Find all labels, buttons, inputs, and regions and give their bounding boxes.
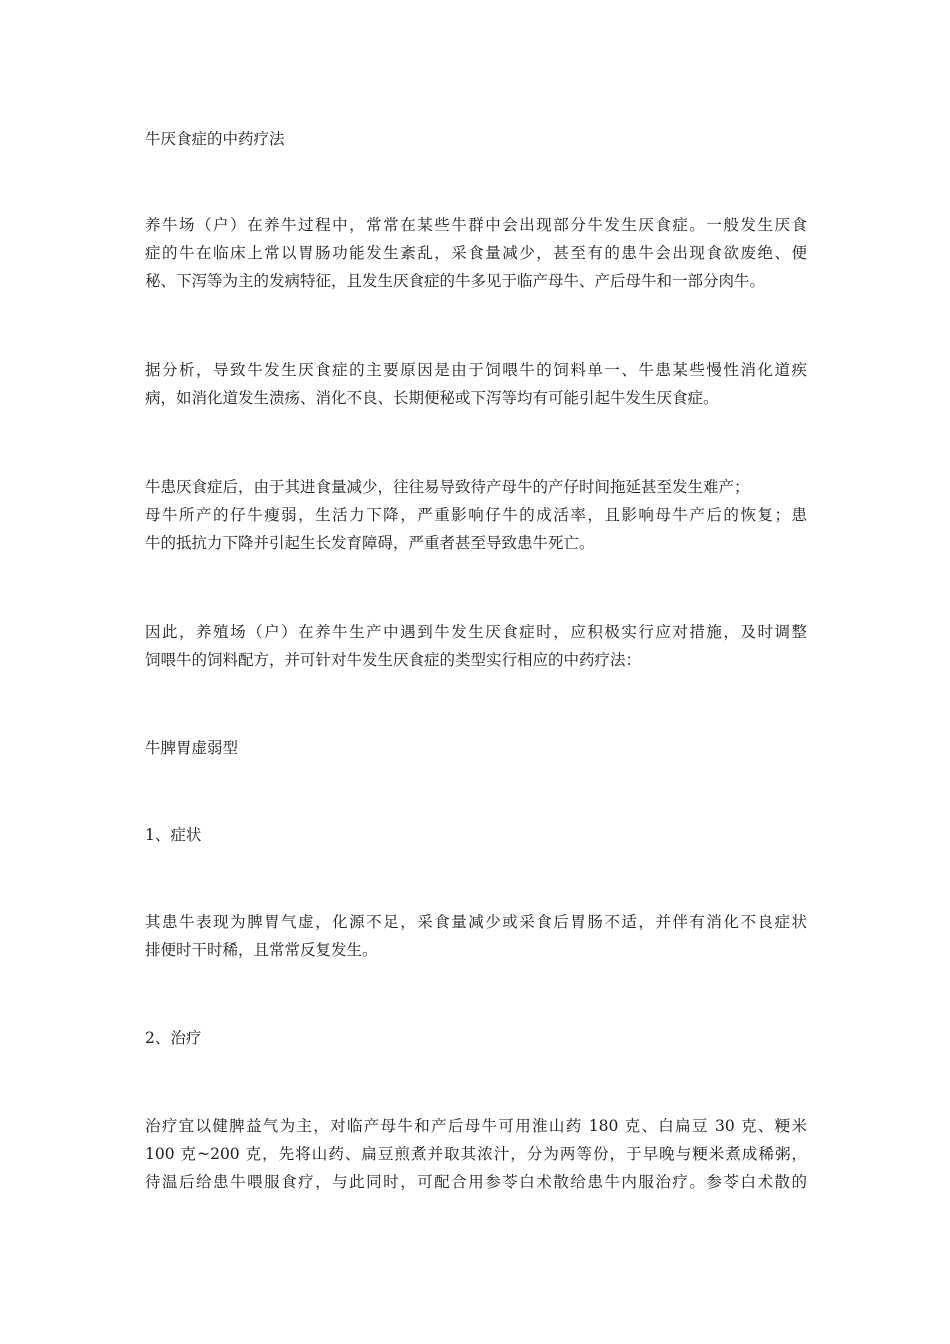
paragraph-line: 因此，养殖场（户）在养牛生产中遇到牛发生厌食症时，应积极实行应对措施，及时调整 <box>145 623 807 641</box>
paragraph-line: 养牛场（户）在养牛过程中，常常在某些牛群中会出现部分牛发生厌食症。一般发生厌食 <box>145 216 807 234</box>
paragraph-line: 母牛所产的仔牛瘦弱，生活力下降，严重影响仔牛的成活率，且影响母牛产后的恢复；患 <box>145 506 807 524</box>
paragraph-line: 100 克~200 克，先将山药、扁豆煎煮并取其浓汁，分为两等份，于早晚与粳米煮成稀粥， <box>145 1145 807 1163</box>
paragraph-line: 治疗宜以健脾益气为主，对临产母牛和产后母牛可用淮山药 180 克、白扁豆 30 克、粳米 <box>145 1117 807 1135</box>
paragraph-line: 牛患厌食症后，由于其进食量减少，往往易导致待产母牛的产仔时间拖延甚至发生难产； <box>145 478 750 496</box>
symptom-heading: 1、症状 <box>145 826 202 844</box>
paragraph-line: 排便时干时稀，且常常反复发生。 <box>145 941 378 959</box>
paragraph-line: 秘、下泻等为主的发病特征，且发生厌食症的牛多见于临产母牛、产后母牛和一部分肉牛。 <box>145 272 766 290</box>
paragraph-line: 症的牛在临床上常以胃肠功能发生紊乱，采食量减少，甚至有的患牛会出现食欲废绝、便 <box>145 244 807 262</box>
paragraph-line: 据分析，导致牛发生厌食症的主要原因是由于饲喂牛的饲料单一、牛患某些慢性消化道疾 <box>145 361 807 379</box>
document-title: 牛厌食症的中药疗法 <box>145 130 285 148</box>
treatment-heading: 2、治疗 <box>145 1029 202 1047</box>
section-heading: 牛脾胃虚弱型 <box>145 739 239 757</box>
paragraph-line: 待温后给患牛喂服食疗，与此同时，可配合用参苓白术散给患牛内服治疗。参苓白术散的 <box>145 1173 807 1191</box>
paragraph-line: 病，如消化道发生溃疡、消化不良、长期便秘或下泻等均有可能引起牛发生厌食症。 <box>145 389 719 407</box>
paragraph-line: 饲喂牛的饲料配方，并可针对牛发生厌食症的类型实行相应的中药疗法： <box>145 651 642 669</box>
paragraph-line: 牛的抵抗力下降并引起生长发育障碍，严重者甚至导致患牛死亡。 <box>145 534 595 552</box>
paragraph-line: 其患牛表现为脾胃气虚，化源不足，采食量减少或采食后胃肠不适，并伴有消化不良症状 <box>145 913 807 931</box>
